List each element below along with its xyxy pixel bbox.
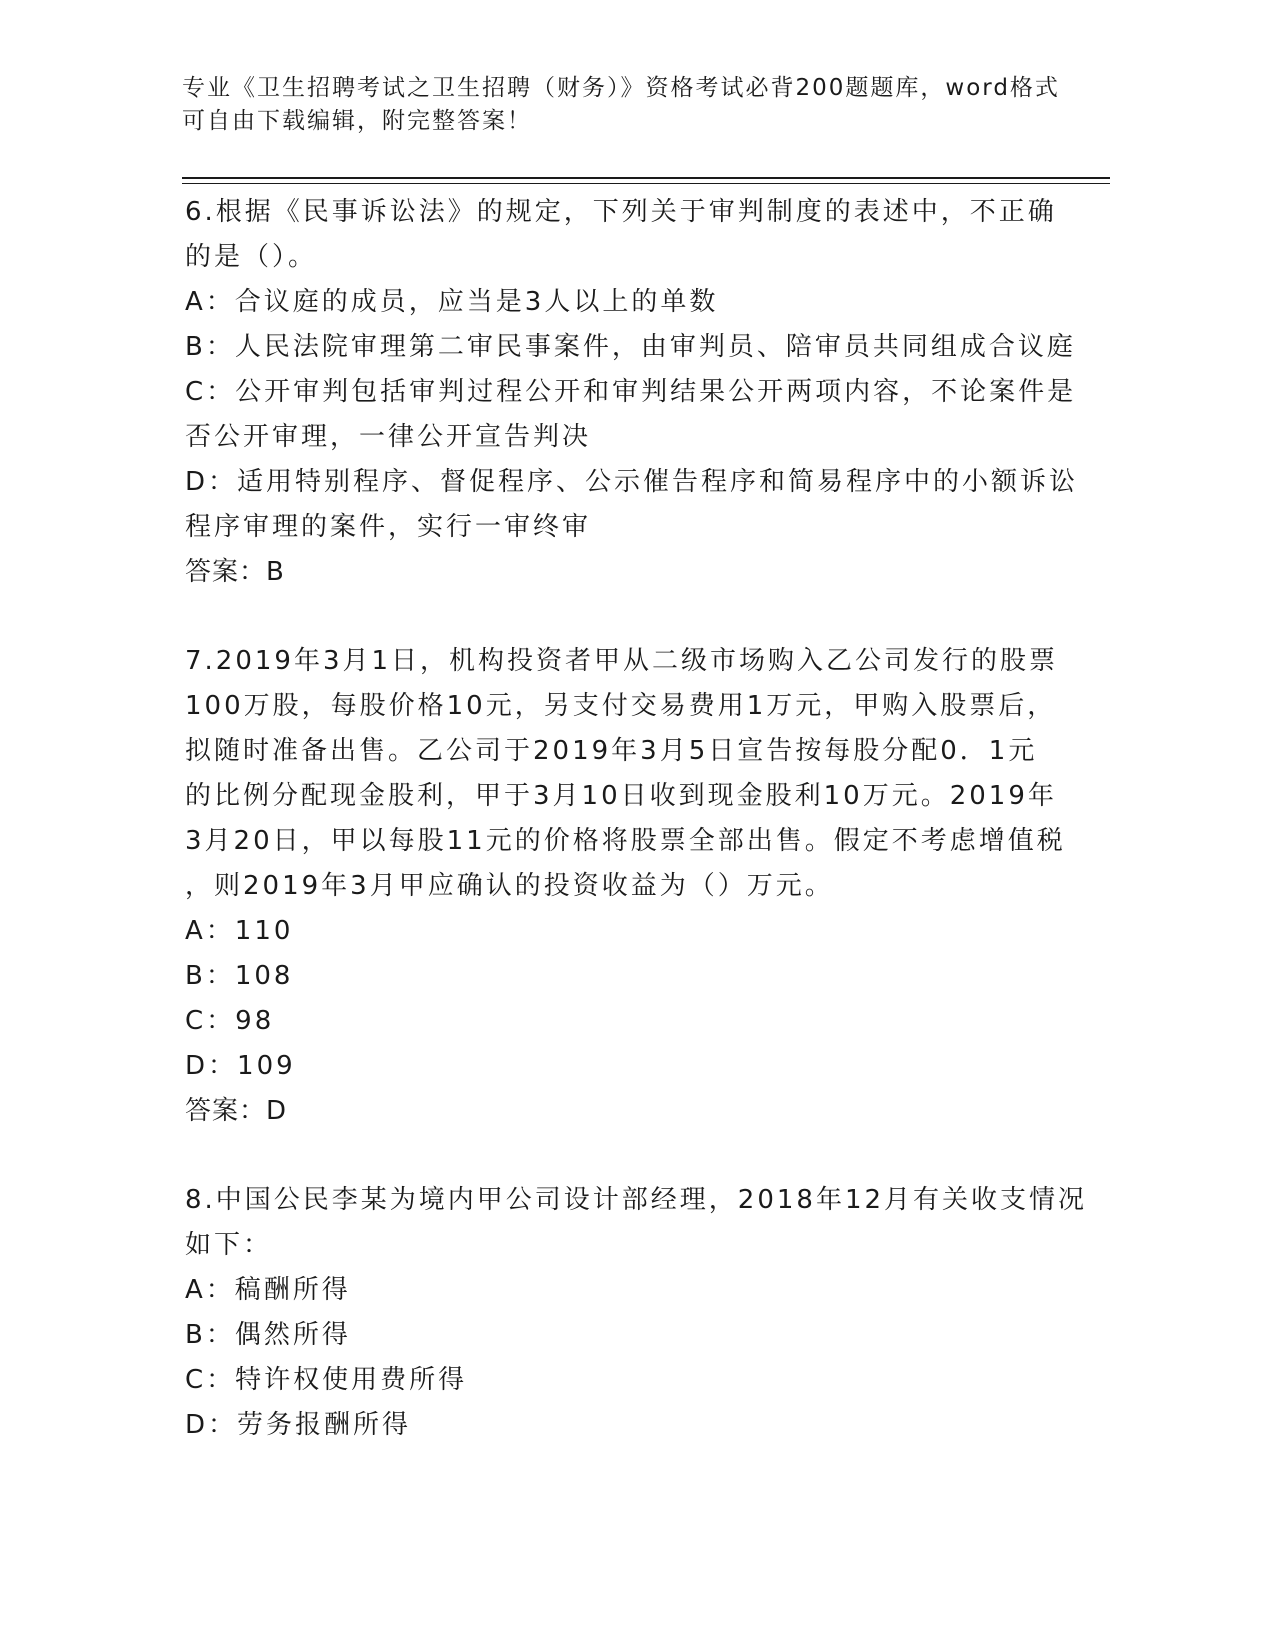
option-c: C：公开审判包括审判过程公开和审判结果公开两项内容，不论案件是 [185, 377, 1077, 407]
option-d: D：109 [185, 1051, 296, 1081]
header-line: 专业《卫生招聘考试之卫生招聘（财务）》资格考试必背200题题库，word格式 [182, 75, 1060, 101]
header-divider [182, 177, 1110, 179]
question-stem: 的是（）。 [185, 242, 318, 272]
question-block [185, 1178, 1088, 1448]
option-c: C：98 [185, 1006, 275, 1036]
header-line: 可自由下载编辑，附完整答案！ [182, 108, 532, 134]
answer-label: 答案：D [185, 1096, 288, 1126]
document-header [182, 72, 1062, 138]
question-stem: 100万股，每股价格10元，另支付交易费用1万元，甲购入股票后， [185, 691, 1057, 721]
question-block [185, 190, 1085, 595]
option-a: A：110 [185, 916, 294, 946]
question-stem: 3月20日，甲以每股11元的价格将股票全部出售。假定不考虑增值税 [185, 826, 1066, 856]
answer-label: 答案：B [185, 557, 285, 587]
option-d: D：适用特别程序、督促程序、公示催告程序和简易程序中的小额诉讼 [185, 467, 1079, 497]
option-b: B：人民法院审理第二审民事案件，由审判员、陪审员共同组成合议庭 [185, 332, 1076, 362]
option-b: B：偶然所得 [185, 1320, 351, 1350]
option-c: 否公开审理，一律公开宣告判决 [185, 422, 592, 452]
option-d: 程序审理的案件，实行一审终审 [185, 512, 592, 542]
option-a: A：稿酬所得 [185, 1275, 351, 1305]
option-c: C：特许权使用费所得 [185, 1365, 468, 1395]
question-block [185, 639, 1085, 1134]
question-stem: 拟随时准备出售。乙公司于2019年3月5日宣告按每股分配0．1元 [185, 736, 1038, 766]
option-d: D：劳务报酬所得 [185, 1410, 412, 1440]
question-stem: 7.2019年3月1日，机构投资者甲从二级市场购入乙公司发行的股票 [185, 646, 1059, 676]
question-list [185, 190, 1088, 1448]
question-stem: 6.根据《民事诉讼法》的规定，下列关于审判制度的表述中，不正确 [185, 197, 1057, 227]
question-stem: 如下： [185, 1230, 273, 1260]
header-divider [182, 183, 1110, 184]
option-b: B：108 [185, 961, 294, 991]
option-a: A：合议庭的成员，应当是3人以上的单数 [185, 287, 719, 317]
question-stem: 的比例分配现金股利，甲于3月10日收到现金股利10万元。2019年 [185, 781, 1057, 811]
question-stem: ，则2019年3月甲应确认的投资收益为（）万元。 [185, 871, 834, 901]
question-stem: 8.中国公民李某为境内甲公司设计部经理，2018年12月有关收支情况 [185, 1185, 1088, 1215]
